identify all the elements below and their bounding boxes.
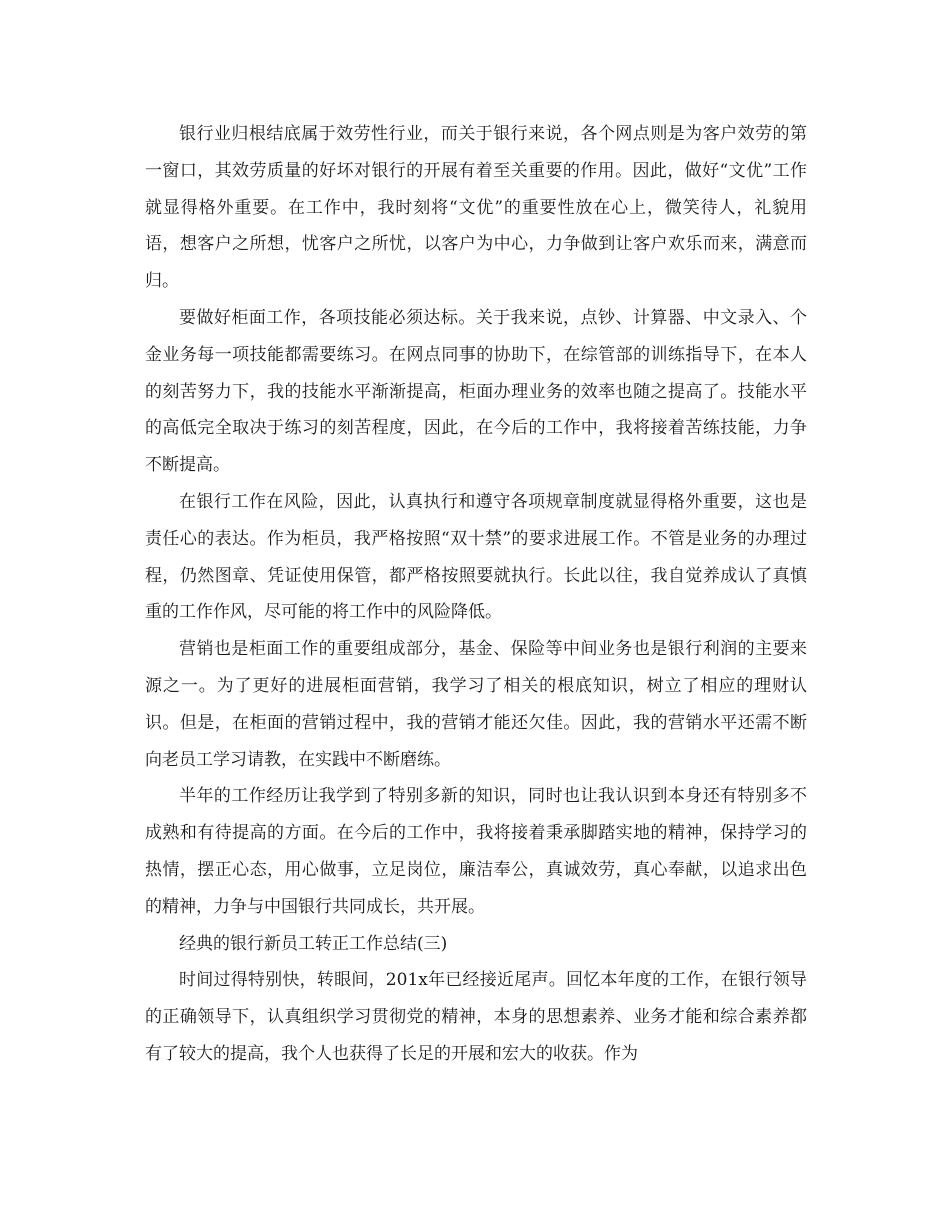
paragraph-service-quality: 银行业归根结底属于效劳性行业，而关于银行来说，各个网点则是为客户效劳的第一窗口，其效劳质量的好坏对银行的开展有着至关重要的作用。因此，做好“文优”工作就显得格外重要。在工作中，我时刻将“文优”的重要性放在心上，微笑待人，礼貌用语，想客户之所想，忧客户之所忧，以客户为中心，力争做到让客户欢乐而来，满意而归。 bbox=[145, 124, 807, 292]
paragraph-counter-skills: 要做好柜面工作，各项技能必须达标。关于我来说，点钞、计算器、中文录入、个金业务每一项技能都需要练习。在网点同事的协助下，在综管部的训练指导下，在本人的刻苦努力下，我的技能水平渐渐提高，柜面办理业务的效率也随之提高了。技能水平的高低完全取决于练习的刻苦程度，因此，在今后的工作中，我将接着苦练技能，力争不断提高。 bbox=[145, 307, 807, 476]
paragraph-half-year-summary: 半年的工作经历让我学到了特别多新的知识，同时也让我认识到本身还有特别多不成熟和有待提高的方面。在今后的工作中，我将接着秉承脚踏实地的精神，保持学习的热情，摆正心态，用心做事，立足岗位，廉洁奉公，真诚效劳，真心奉献，以追求出色的精神，力争与中国银行共同成长，共开展。 bbox=[145, 786, 807, 917]
paragraph-marketing: 营销也是柜面工作的重要组成部分，基金、保险等中间业务也是银行利润的主要来源之一。为了更好的进展柜面营销，我学习了相关的根底知识，树立了相应的理财认识。但是，在柜面的营销过程中，我的营销才能还欠佳。因此，我的营销水平还需不断向老员工学习请教，在实践中不断磨练。 bbox=[145, 639, 807, 770]
document-body bbox=[145, 116, 807, 1073]
paragraph-risk-compliance: 在银行工作在风险，因此，认真执行和遵守各项规章制度就显得格外重要，这也是责任心的表达。作为柜员，我严格按照“双十禁”的要求进展工作。不管是业务的办理过程，仍然图章、凭证使用保管，都严格按照要就执行。长此以往，我自觉养成认了真慎重的工作作风，尽可能的将工作中的风险降低。 bbox=[145, 491, 807, 623]
paragraph-year-review: 时间过得特别快，转眼间，201x年已经接近尾声。回忆本年度的工作，在银行领导的正确领导下，认真组织学习贯彻党的精神，本身的思想素养、业务才能和综合素养都有了较大的提高，我个人也获得了长足的开展和宏大的收获。作为 bbox=[145, 970, 807, 1064]
section-heading: 经典的银行新员工转正工作总结(三) bbox=[179, 933, 448, 954]
